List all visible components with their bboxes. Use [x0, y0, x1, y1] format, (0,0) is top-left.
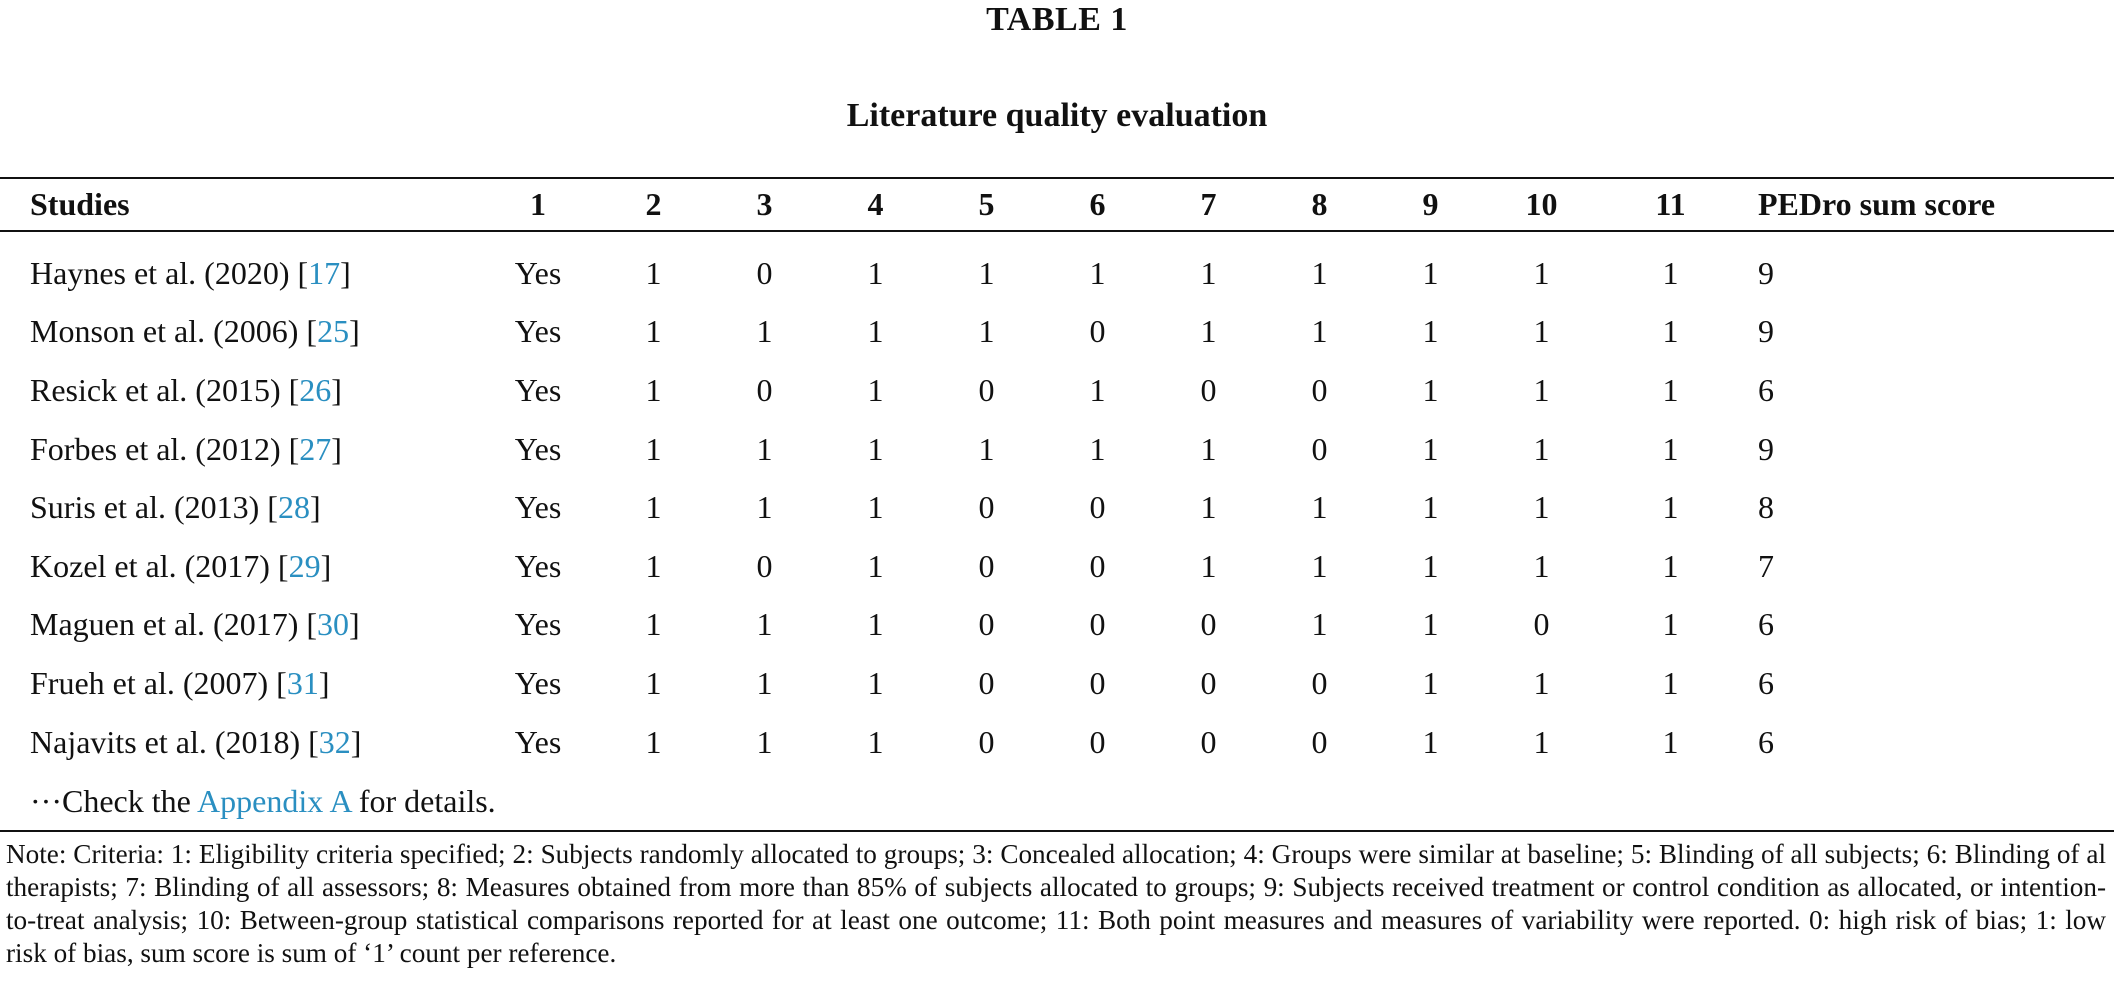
criterion-4-cell: 1 — [867, 723, 884, 760]
criterion-8-cell: 1 — [1311, 547, 1328, 584]
criterion-8-cell: 1 — [1311, 313, 1328, 350]
criterion-2-cell: 1 — [645, 489, 662, 526]
study-cell — [0, 361, 478, 420]
criterion-4-cell: 1 — [867, 664, 884, 701]
criterion-6-cell: 0 — [1089, 547, 1106, 584]
criterion-6-cell: 0 — [1089, 489, 1106, 526]
criterion-7-cell: 1 — [1200, 547, 1217, 584]
column-header-criterion: 3 — [756, 186, 773, 222]
criterion-1-cell: Yes — [514, 547, 562, 584]
study-name: Frueh et al. (2007) — [30, 664, 269, 701]
pedro-sum-score-cell: 9 — [1758, 254, 1774, 291]
criterion-5-cell: 1 — [978, 313, 995, 350]
column-header-criterion: 9 — [1422, 186, 1439, 222]
column-header-criterion: 11 — [1655, 186, 1686, 222]
criterion-7-cell: 1 — [1200, 489, 1217, 526]
table-row — [0, 596, 2114, 655]
criterion-9-cell: 1 — [1422, 489, 1439, 526]
criterion-1-cell: Yes — [514, 254, 562, 291]
column-header-criterion: 4 — [867, 186, 884, 222]
criterion-10-cell: 0 — [1533, 606, 1550, 643]
criterion-11-cell: 1 — [1662, 606, 1679, 643]
table-caption: Literature quality evaluation — [846, 97, 1268, 134]
criterion-2-cell: 1 — [645, 371, 662, 408]
column-header-criterion: 1 — [530, 186, 546, 222]
pedro-sum-score-cell: 7 — [1758, 547, 1774, 584]
study-cell — [0, 230, 478, 303]
criterion-3-cell: 1 — [756, 664, 773, 701]
pedro-sum-score-cell: 9 — [1758, 430, 1774, 467]
criterion-7-cell: 1 — [1200, 254, 1217, 291]
criterion-9-cell: 1 — [1422, 664, 1439, 701]
ref-bracket-open: [ — [259, 489, 278, 526]
pedro-sum-score-cell: 9 — [1758, 313, 1774, 350]
pedro-sum-score-cell: 6 — [1758, 723, 1774, 760]
table-row — [0, 478, 2114, 537]
criterion-8-cell: 0 — [1311, 430, 1328, 467]
criterion-4-cell: 1 — [867, 254, 884, 291]
column-header-criterion: 7 — [1200, 186, 1217, 222]
criterion-1-cell: Yes — [514, 723, 562, 760]
study-name: Haynes et al. (2020) — [30, 254, 290, 291]
study-name: Forbes et al. (2012) — [30, 430, 281, 467]
criterion-8-cell: 1 — [1311, 254, 1328, 291]
criterion-6-cell: 1 — [1089, 371, 1106, 408]
criterion-4-cell: 1 — [867, 547, 884, 584]
criterion-8-cell: 1 — [1311, 606, 1328, 643]
criterion-11-cell: 1 — [1662, 371, 1679, 408]
study-name: Najavits et al. (2018) — [30, 723, 301, 760]
criterion-1-cell: Yes — [514, 371, 562, 408]
criterion-6-cell: 0 — [1089, 606, 1106, 643]
criterion-11-cell: 1 — [1662, 723, 1679, 760]
criterion-9-cell: 1 — [1422, 430, 1439, 467]
ref-bracket-close: ] — [331, 371, 342, 408]
ref-bracket-close: ] — [320, 547, 332, 584]
criterion-6-cell: 0 — [1089, 723, 1106, 760]
criterion-11-cell: 1 — [1662, 430, 1679, 467]
column-header-criterion: 5 — [978, 186, 995, 222]
appendix-a-link[interactable]: Appendix A — [197, 783, 351, 819]
study-cell — [0, 303, 478, 362]
criterion-8-cell: 1 — [1311, 489, 1328, 526]
column-header-sum-score: PEDro sum score — [1758, 186, 1996, 222]
criterion-2-cell: 1 — [645, 547, 662, 584]
table-row — [0, 713, 2114, 772]
criterion-1-cell: Yes — [514, 489, 562, 526]
criterion-6-cell: 0 — [1089, 313, 1106, 350]
study-cell — [0, 713, 478, 772]
column-header-studies: Studies — [30, 186, 130, 222]
ref-bracket-close: ] — [309, 489, 321, 526]
criterion-10-cell: 1 — [1533, 489, 1550, 526]
criterion-3-cell: 1 — [756, 606, 773, 643]
criterion-4-cell: 1 — [867, 430, 884, 467]
study-cell — [0, 420, 478, 479]
criterion-5-cell: 1 — [978, 254, 995, 291]
table-bottom-rule — [0, 830, 2114, 832]
appendix-note — [30, 781, 496, 821]
pedro-sum-score-cell: 8 — [1758, 489, 1774, 526]
ref-bracket-open: [ — [298, 313, 318, 350]
criterion-10-cell: 1 — [1533, 547, 1550, 584]
ref-bracket-open: [ — [280, 430, 300, 467]
ref-bracket-open: [ — [268, 664, 287, 701]
table-label: TABLE 1 — [986, 1, 1128, 38]
study-cell — [0, 478, 478, 537]
study-name: Suris et al. (2013) — [30, 489, 260, 526]
criterion-7-cell: 0 — [1200, 664, 1217, 701]
criterion-4-cell: 1 — [867, 313, 884, 350]
ref-bracket-open: [ — [280, 371, 300, 408]
criterion-5-cell: 1 — [978, 430, 995, 467]
criterion-3-cell: 1 — [756, 313, 773, 350]
criterion-9-cell: 1 — [1422, 313, 1439, 350]
criterion-7-cell: 0 — [1200, 606, 1217, 643]
criterion-9-cell: 1 — [1422, 723, 1439, 760]
criterion-7-cell: 1 — [1200, 430, 1217, 467]
criterion-4-cell: 1 — [867, 489, 884, 526]
reference-link[interactable]: 27 — [299, 430, 332, 467]
criterion-11-cell: 1 — [1662, 664, 1679, 701]
ref-bracket-close: ] — [318, 664, 330, 701]
table-header-row — [0, 179, 2114, 230]
criterion-9-cell: 1 — [1422, 547, 1439, 584]
criterion-1-cell: Yes — [514, 313, 562, 350]
criterion-2-cell: 1 — [645, 430, 662, 467]
criterion-11-cell: 1 — [1662, 313, 1679, 350]
reference-link[interactable]: 25 — [317, 313, 350, 350]
criterion-6-cell: 1 — [1089, 430, 1106, 467]
criterion-8-cell: 0 — [1311, 723, 1328, 760]
criterion-10-cell: 1 — [1533, 254, 1550, 291]
pedro-sum-score-cell: 6 — [1758, 664, 1774, 701]
appendix-note-suffix: for details. — [350, 783, 496, 819]
criterion-5-cell: 0 — [978, 371, 995, 408]
table-row — [0, 420, 2114, 479]
ref-bracket-open: [ — [298, 606, 318, 643]
table-row — [0, 230, 2114, 303]
criterion-10-cell: 1 — [1533, 723, 1550, 760]
criterion-2-cell: 1 — [645, 606, 662, 643]
criterion-5-cell: 0 — [978, 606, 995, 643]
ref-bracket-close: ] — [331, 430, 342, 467]
table-row — [0, 654, 2114, 713]
criterion-8-cell: 0 — [1311, 664, 1328, 701]
criterion-1-cell: Yes — [514, 430, 562, 467]
criterion-2-cell: 1 — [645, 664, 662, 701]
criterion-4-cell: 1 — [867, 371, 884, 408]
criterion-6-cell: 0 — [1089, 664, 1106, 701]
criterion-2-cell: 1 — [645, 254, 662, 291]
ref-bracket-close: ] — [349, 313, 360, 350]
criterion-3-cell: 1 — [756, 723, 773, 760]
criterion-5-cell: 0 — [978, 547, 995, 584]
reference-link[interactable]: 32 — [318, 723, 351, 760]
criterion-6-cell: 1 — [1089, 254, 1106, 291]
study-cell — [0, 654, 478, 713]
criterion-1-cell: Yes — [514, 606, 562, 643]
reference-link[interactable]: 31 — [286, 664, 319, 701]
criterion-8-cell: 0 — [1311, 371, 1328, 408]
criterion-11-cell: 1 — [1662, 547, 1679, 584]
ref-bracket-close: ] — [340, 254, 351, 291]
criterion-3-cell: 0 — [756, 371, 773, 408]
criterion-2-cell: 1 — [645, 313, 662, 350]
appendix-note-prefix: ···Check the — [30, 783, 198, 819]
ref-bracket-open: [ — [300, 723, 319, 760]
criterion-3-cell: 1 — [756, 430, 773, 467]
table-row — [0, 361, 2114, 420]
criterion-3-cell: 0 — [756, 254, 773, 291]
table-footnote: Note: Criteria: 1: Eligibility criteria specified; 2: Subjects randomly allocated to groups; 3: Concealed allocation; 4: Groups were similar at baseline; 5: Blinding of all subjects; 6: Blinding of al therapists; 7: Blinding of all assessors; 8: Measures obtained from more than 85% of subjects allocated to groups; 9: Subjects received treatment or control condition as allocated, or intention-to-treat analysis; 10: Between-group statistical comparisons reported for at least one outcome; 11: Both point measures and measures of variability were reported. 0: high risk of bias; 1: low risk of bias, sum score is sum of ‘1’ count per reference. — [6, 839, 2106, 968]
criterion-10-cell: 1 — [1533, 313, 1550, 350]
table-row — [0, 303, 2114, 362]
column-header-criterion: 6 — [1089, 186, 1106, 222]
criterion-11-cell: 1 — [1662, 254, 1679, 291]
ref-bracket-close: ] — [350, 723, 362, 760]
reference-link[interactable]: 30 — [317, 606, 350, 643]
table-row — [0, 537, 2114, 596]
criterion-5-cell: 0 — [978, 664, 995, 701]
criterion-10-cell: 1 — [1533, 371, 1550, 408]
criterion-9-cell: 1 — [1422, 606, 1439, 643]
criterion-9-cell: 1 — [1422, 254, 1439, 291]
reference-link[interactable]: 17 — [308, 254, 341, 291]
criterion-5-cell: 0 — [978, 489, 995, 526]
pedro-sum-score-cell: 6 — [1758, 606, 1774, 643]
reference-link[interactable]: 28 — [277, 489, 310, 526]
ref-bracket-close: ] — [349, 606, 360, 643]
criterion-7-cell: 1 — [1200, 313, 1217, 350]
criterion-10-cell: 1 — [1533, 430, 1550, 467]
study-cell — [0, 537, 478, 596]
criterion-11-cell: 1 — [1662, 489, 1679, 526]
criterion-1-cell: Yes — [514, 664, 562, 701]
criterion-3-cell: 0 — [756, 547, 773, 584]
column-header-criterion: 10 — [1525, 186, 1558, 222]
reference-link[interactable]: 29 — [288, 547, 321, 584]
column-header-criterion: 8 — [1311, 186, 1328, 222]
study-cell — [0, 596, 478, 655]
table-body — [0, 230, 2114, 771]
ref-bracket-open: [ — [269, 547, 289, 584]
criterion-2-cell: 1 — [645, 723, 662, 760]
study-name: Maguen et al. (2017) — [30, 606, 299, 643]
study-name: Resick et al. (2015) — [30, 371, 281, 408]
study-name: Monson et al. (2006) — [30, 313, 299, 350]
ref-bracket-open: [ — [289, 254, 309, 291]
criterion-4-cell: 1 — [867, 606, 884, 643]
criterion-7-cell: 0 — [1200, 371, 1217, 408]
study-name: Kozel et al. (2017) — [30, 547, 270, 584]
criterion-9-cell: 1 — [1422, 371, 1439, 408]
criterion-7-cell: 0 — [1200, 723, 1217, 760]
quality-table — [0, 179, 2114, 771]
pedro-sum-score-cell: 6 — [1758, 371, 1774, 408]
criterion-3-cell: 1 — [756, 489, 773, 526]
reference-link[interactable]: 26 — [299, 371, 332, 408]
criterion-10-cell: 1 — [1533, 664, 1550, 701]
column-header-criterion: 2 — [645, 186, 662, 222]
criterion-5-cell: 0 — [978, 723, 995, 760]
